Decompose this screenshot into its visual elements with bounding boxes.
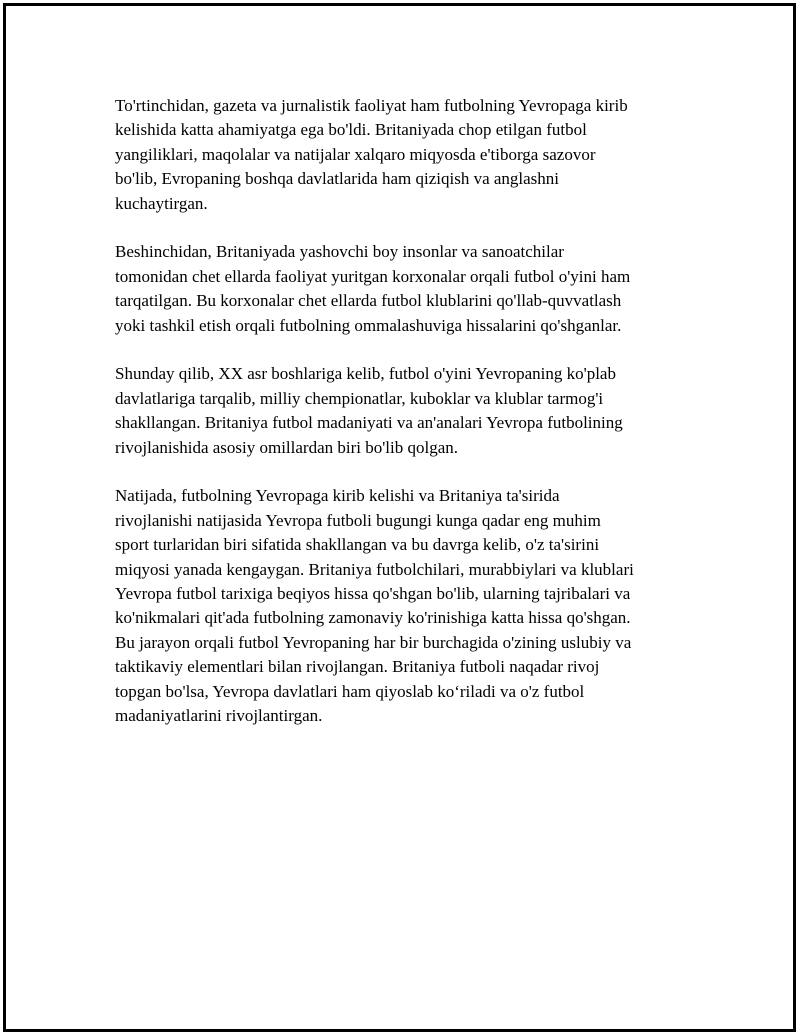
document-body (115, 94, 695, 753)
paragraph-2: Beshinchidan, Britaniyada yashovchi boy insonlar va sanoatchilar tomonidan chet ellarda faoliyat yuritgan korxonalar orqali futbol o'yini ham tarqatilgan. Bu korxonalar chet ellarda futbol klublarini qo'llab-quvvatlash yoki tashkil etish orqali futbolning ommalashuviga hissalarini qo'shganlar. (115, 242, 631, 335)
paragraph-3: Shunday qilib, XX asr boshlariga kelib, futbol o'yini Yevropaning ko'plab davlatlariga tarqalib, milliy chempionatlar, kuboklar va klublar tarmog'i shakllangan. Britaniya futbol madaniyati va an'analari Yevropa futbolining rivojlanishida asosiy omillardan biri bo'lib qolgan. (115, 364, 623, 457)
paragraph-1: To'rtinchidan, gazeta va jurnalistik faoliyat ham futbolning Yevropaga kirib kelishida katta ahamiyatga ega bo'ldi. Britaniyada chop etilgan futbol yangiliklari, maqolalar va natijalar xalqaro miqyosda e'tiborga sazovor bo'lib, Evropaning boshqa davlatlarida ham qiziqish va anglashni kuchaytirgan. (115, 96, 628, 213)
paragraph-4: Natijada, futbolning Yevropaga kirib kelishi va Britaniya ta'sirida rivojlanishi natijasida Yevropa futboli bugungi kunga qadar eng muhim sport turlaridan biri sifatida shakllangan va bu davrga kelib, o'z ta'sirini miqyosi yanada kengaygan. Britaniya futbolchilari, murabbiylari va klublari Yevropa futbol tarixiga beqiyos hissa qo'shgan bo'lib, ularning tajribalari va ko'nikmalari qit'ada futbolning zamonaviy ko'rinishiga katta hissa qo'shgan. Bu jarayon orqali futbol Yevropaning har bir burchagida o'zining uslubiy va taktikaviy elementlari bilan rivojlangan. Britaniya futboli naqadar rivoj topgan bo'lsa, Yevropa davlatlari ham qiyoslab ko‘riladi va o'z futbol madaniyatlarini rivojlantirgan. (115, 486, 634, 726)
